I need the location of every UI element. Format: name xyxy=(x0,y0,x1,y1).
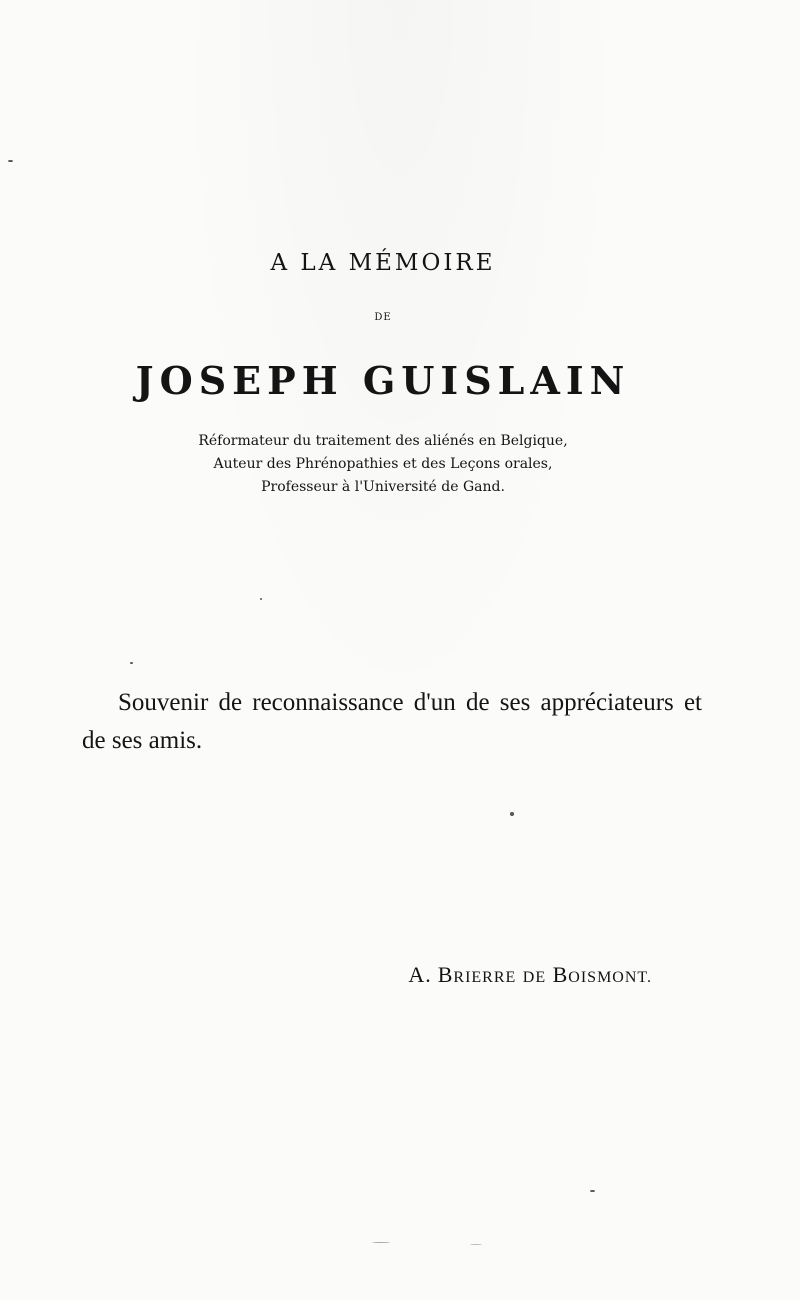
signature-surname-cap: B xyxy=(552,962,569,987)
honoree-titles xyxy=(0,430,766,499)
scan-speck xyxy=(260,598,262,600)
signature-name-rest: RIERRE xyxy=(453,969,517,986)
signature-particle: DE xyxy=(522,969,547,986)
signature-initial: A. xyxy=(408,962,432,987)
signature-name-cap: B xyxy=(437,962,454,987)
title-line: Auteur des Phrénopathies et des Leçons orales, xyxy=(213,456,553,472)
scan-speck xyxy=(590,1190,595,1192)
title-line: Réformateur du traitement des aliénés en Belgique, xyxy=(198,433,568,449)
scan-speck xyxy=(8,160,13,162)
honoree-name: JOSEPH GUISLAIN xyxy=(135,358,631,403)
memorial-heading: A LA MÉMOIRE xyxy=(270,250,496,276)
scan-speck xyxy=(470,1244,482,1245)
scan-speck xyxy=(372,1242,390,1243)
signature-surname-rest: OISMONT. xyxy=(568,969,652,986)
heading-particle: DE xyxy=(374,312,392,323)
signature xyxy=(0,962,652,988)
dedication-text: Souvenir de reconnaissance d'un de ses appréciateurs et de ses amis. xyxy=(82,689,702,754)
scan-speck xyxy=(130,662,133,664)
scan-speck xyxy=(510,812,514,816)
title-line: Professeur à l'Université de Gand. xyxy=(261,479,505,495)
